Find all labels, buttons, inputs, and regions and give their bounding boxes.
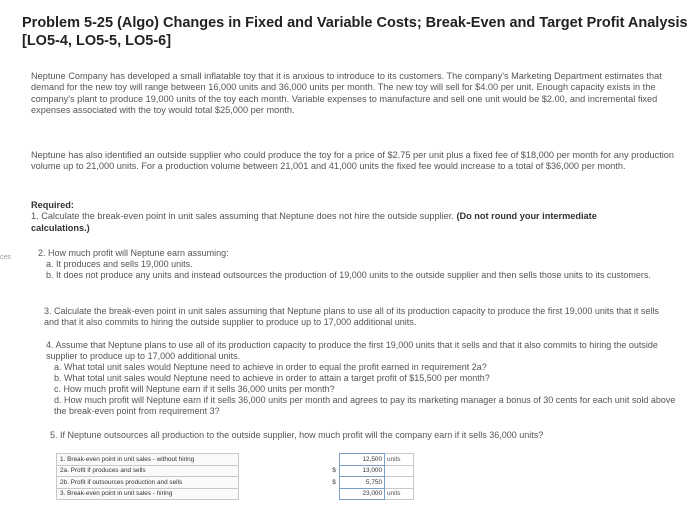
answer-label: 1. Break-even point in unit sales - without hiring <box>57 454 239 466</box>
currency-symbol: $ <box>332 467 336 475</box>
currency-symbol <box>329 454 340 466</box>
supplier-paragraph: Neptune has also identified an outside supplier who could produce the toy for a price of $2.75 per unit plus a fixed fee of $18,000 per month for any production volume up to 21,000 units. For a production volume between 21,001 and 41,000 units the fixed fee would increase to a total of $36,000 per month. <box>31 150 675 172</box>
currency-symbol <box>329 488 340 500</box>
answer-input[interactable]: 12,500 <box>340 454 385 466</box>
answer-table <box>56 453 414 500</box>
answer-row <box>57 465 414 477</box>
answer-input[interactable]: 13,000 <box>340 465 385 477</box>
answer-row <box>57 454 414 466</box>
unit-label: units <box>385 454 414 466</box>
requirement-2-text: 2. How much profit will Neptune earn assuming: <box>38 248 229 258</box>
requirement-1 <box>31 211 651 234</box>
requirement-4c: c. How much profit will Neptune earn if it sells 36,000 units per month? <box>54 384 335 394</box>
answer-input[interactable]: 5,750 <box>340 477 385 489</box>
problem-title: Problem 5-25 (Algo) Changes in Fixed and Variable Costs; Break-Even and Target Profit Analysis [LO5-4, LO5-5, LO5-6] <box>22 15 688 49</box>
requirement-4-text: 4. Assume that Neptune plans to use all of its production capacity to produce the first 19,000 units that it sells and that it also commits to hiring the outside supplier to produce up to 17,000 additional units. <box>46 340 658 361</box>
answer-label: 2b. Profit if outsources production and sells <box>57 477 239 489</box>
requirement-1-note: (Do not round your intermediate calculations.) <box>31 211 597 233</box>
requirement-2 <box>38 248 668 281</box>
requirement-4 <box>46 340 676 417</box>
answer-label: 2a. Profit if produces and sells <box>57 465 239 477</box>
requirement-4b: b. What total unit sales would Neptune need to achieve in order to attain a target profit of $15,500 per month? <box>54 373 490 383</box>
requirement-2a: a. It produces and sells 19,000 units. <box>46 259 193 269</box>
unit-label <box>385 465 414 477</box>
requirement-4a: a. What total unit sales would Neptune need to achieve in order to equal the profit earned in requirement 2a? <box>54 362 487 372</box>
answer-row <box>57 488 414 500</box>
unit-label <box>385 477 414 489</box>
required-block <box>31 200 651 234</box>
side-tab-label[interactable]: ces <box>0 254 11 261</box>
currency-symbol: $ <box>332 478 336 486</box>
intro-paragraph: Neptune Company has developed a small inflatable toy that it is anxious to introduce to its customers. The company's Marketing Department estimates that demand for the new toy will range between 16,000 units and 36,000 units per month. The new toy will sell for $4.00 per unit. Enough capacity exists in the company's plant to produce 19,000 units of the toy each month. Variable expenses to manufacture and sell one unit would be $2.00, and incremental fixed expenses associated with the toy would total $25,000 per month. <box>31 71 662 116</box>
required-label: Required: <box>31 200 74 210</box>
answer-input[interactable]: 23,000 <box>340 488 385 500</box>
answer-label: 3. Break-even point in unit sales - hiring <box>57 488 239 500</box>
requirement-4d: d. How much profit will Neptune earn if it sells 36,000 units per month and agrees to pay its marketing manager a bonus of 30 cents for each unit sold above the break-even point from requirement 3? <box>54 395 676 416</box>
requirement-2b: b. It does not produce any units and instead outsources the production of 19,000 units to the outside supplier and then sells those units to its customers. <box>46 270 651 280</box>
requirement-3: 3. Calculate the break-even point in unit sales assuming that Neptune plans to use all of its production capacity to produce the first 19,000 units that it sells and that it also commits to hiring the outside supplier to produce up to 17,000 additional units. <box>44 306 659 327</box>
requirement-1-text: 1. Calculate the break-even point in unit sales assuming that Neptune does not hire the outside supplier. <box>31 211 457 222</box>
answer-row <box>57 477 414 489</box>
requirement-5: 5. If Neptune outsources all production to the outside supplier, how much profit will the company earn if it sells 36,000 units? <box>50 430 544 440</box>
unit-label: units <box>385 488 414 500</box>
